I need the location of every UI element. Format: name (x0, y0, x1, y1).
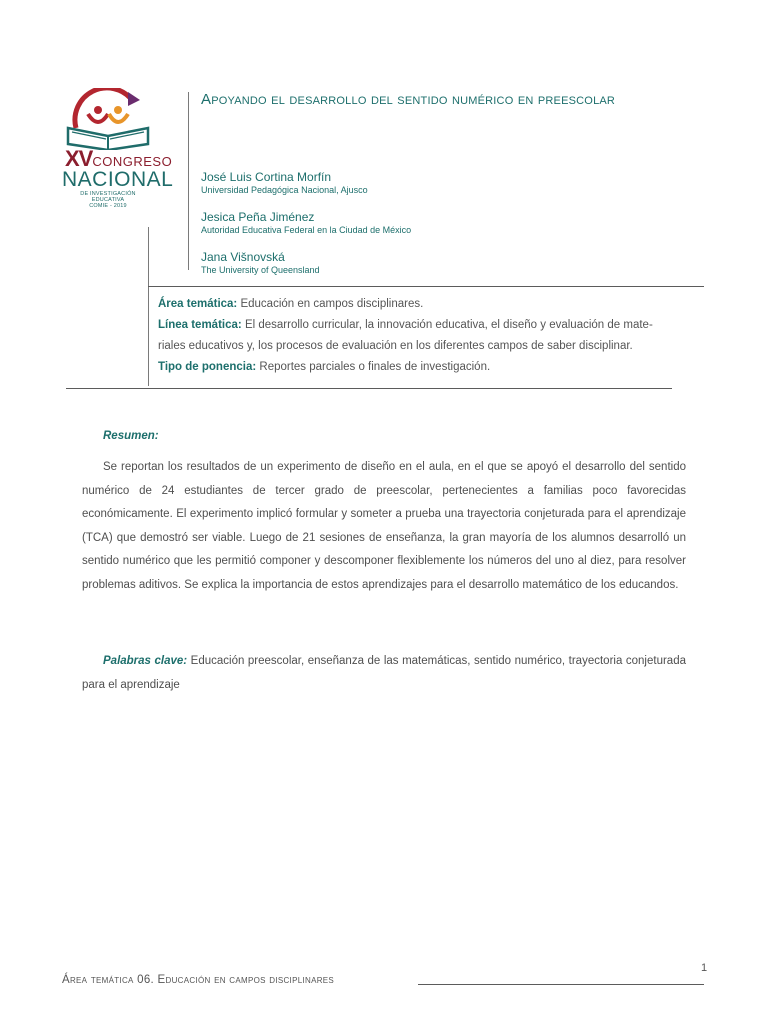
author-block (201, 250, 320, 276)
author-affiliation: Autoridad Educativa Federal en la Ciudad de México (201, 225, 412, 235)
meta-top-rule (148, 286, 704, 287)
title-vertical-rule (188, 92, 189, 270)
author-name: Jana Višnovská (201, 250, 285, 264)
author-affiliation: The University of Queensland (201, 265, 320, 275)
logo-xv: XV (65, 146, 93, 171)
abstract-text: Se reportan los resultados de un experimento de diseño en el aula, en el que se apoyó el desarrollo del sentido numérico de 24 estudiantes de tercer grado de preescolar, pertenecientes a familias poco favorecidas económicamente. El experimento implicó formular y someter a prueba una trayectoria conjeturada para el aprendizaje (TCA) que demostró ser viable. Luego de 21 sesiones de enseñanza, la gran mayoría de los alumnos desarrolló un sentido numérico que les permitió componer y descomponer flexiblemente los números del uno al diez, para resolver problemas aditivos. Se explica la importancia de estos aprendizajes para el desarrollo matemático de los educandos. (82, 461, 686, 591)
area-tematica-label: Área temática: (158, 298, 238, 310)
author-block (201, 170, 368, 196)
keywords-label: Palabras clave: (103, 655, 188, 667)
footer-rule (418, 984, 704, 985)
keywords (82, 650, 686, 697)
logo-nacional: NACIONAL (62, 168, 174, 191)
abstract-heading: Resumen: (103, 430, 159, 442)
logo-subtitle-line: DE INVESTIGACIÓN EDUCATIVA (80, 191, 136, 203)
linea-tematica-row (158, 315, 698, 336)
paper-metadata (158, 294, 698, 378)
tipo-ponencia-row (158, 357, 698, 378)
author-name: Jesica Peña Jiménez (201, 210, 315, 224)
book-figures-icon (62, 88, 154, 150)
logo-subtitle (66, 191, 150, 209)
keywords-value: Educación preescolar, enseñanza de las matemáticas, sentido numérico, trayectoria conjeturada para el aprendizaje (82, 655, 686, 691)
linea-tematica-label: Línea temática: (158, 319, 242, 331)
area-tematica-row (158, 294, 698, 315)
congress-logo (58, 88, 174, 210)
logo-congreso: CONGRESO (92, 154, 173, 169)
author-block (201, 210, 411, 236)
area-tematica-value: Educación en campos disciplinares. (240, 298, 424, 310)
paper-title: Apoyando el desarrollo del sentido numérico en preescolar (201, 91, 616, 108)
tipo-ponencia-label: Tipo de ponencia: (158, 361, 257, 373)
meta-vertical-rule (148, 227, 149, 386)
linea-tematica-value: El desarrollo curricular, la innovación educativa, el diseño y evaluación de mate- (244, 319, 653, 331)
footer-text: Área temática 06. Educación en campos disciplinares (62, 974, 335, 986)
linea-tematica-continuation: riales educativos y, los procesos de evaluación en los diferentes campos de saber disciplinar. (158, 340, 633, 352)
page-number: 1 (701, 962, 708, 974)
author-affiliation: Universidad Pedagógica Nacional, Ajusco (201, 185, 368, 195)
tipo-ponencia-value: Reportes parciales o finales de investigación. (259, 361, 491, 373)
author-name: José Luis Cortina Morfín (201, 170, 332, 184)
meta-bottom-rule (66, 388, 672, 389)
logo-edition: COMIE - 2019 (89, 203, 127, 209)
abstract-body (82, 456, 686, 597)
